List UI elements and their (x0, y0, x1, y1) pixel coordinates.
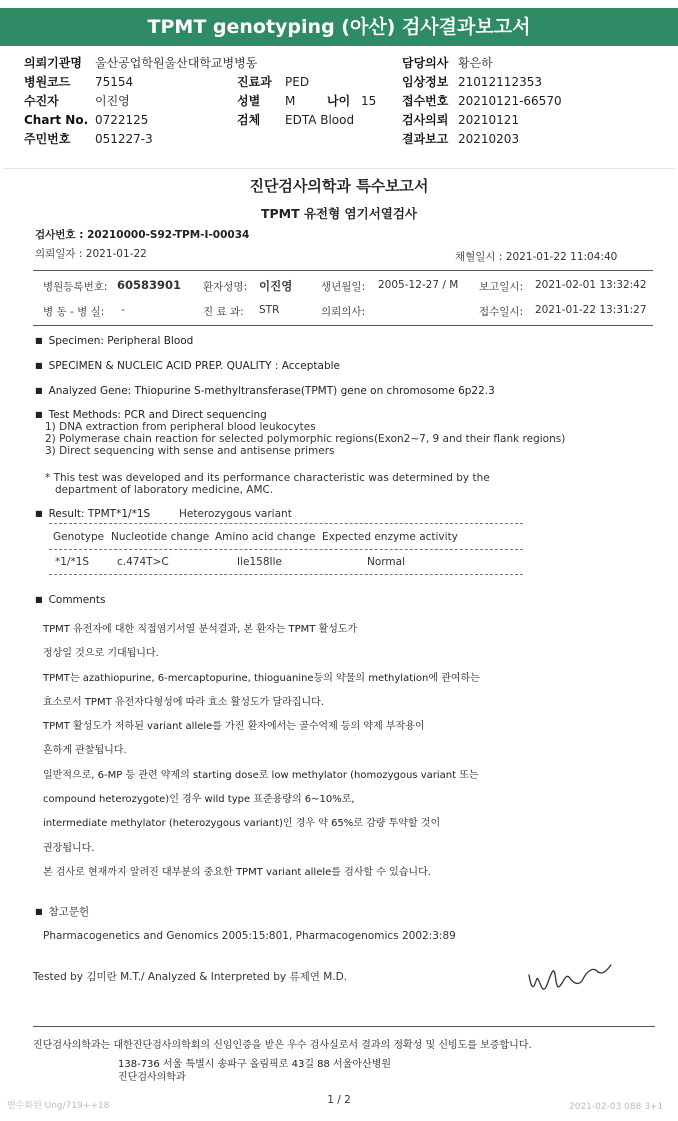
table-rule (49, 574, 523, 575)
comment-line: TPMT는 azathiopurine, 6-mercaptopurine, thioguanine등의 약물의 methylation에 관여하는 (43, 673, 480, 684)
references: Pharmacogenetics and Genomics 2005:15:801, Pharmacogenomics 2002:3:89 (43, 930, 456, 942)
received-time: 2021-01-22 13:31:27 (535, 304, 647, 316)
references-title: ■ 참고문헌 (35, 904, 89, 919)
footer-dept: 진단검사의학과 (118, 1072, 186, 1083)
recipient-value: 이진영 (95, 94, 130, 108)
table-cell-enzyme: Normal (367, 556, 405, 568)
dept-report: STR (259, 304, 280, 316)
report-date-label: 결과보고 (402, 132, 449, 146)
accession-label: 접수번호 (402, 94, 449, 108)
method-3: 3) Direct sequencing with sense and antisense primers (45, 445, 335, 457)
institution-value: 울산공업학원울산대학교병병동 (95, 56, 258, 70)
print-stamp-right: 2021-02-03 088 3+1 (569, 1102, 664, 1112)
request-label: 검사의뢰 (402, 113, 449, 127)
ward: - (121, 304, 125, 316)
exam-number: 검사번호 : 20210000-S92-TPM-I-00034 (35, 229, 250, 241)
patient-no: 60583901 (117, 278, 182, 292)
institution-label: 의뢰기관명 (24, 56, 82, 70)
specimen-label: 검체 (237, 113, 261, 127)
table-header-enzyme: Expected enzyme activity (322, 531, 458, 543)
comment-line: intermediate methylator (heterozygous variant)인 경우 약 65%로 감량 투약할 것이 (43, 818, 441, 829)
signature (523, 957, 615, 999)
report-heading: 진단검사의학과 특수보고서 (249, 177, 429, 195)
divider (33, 270, 653, 271)
quality-line: ■ SPECIMEN & NUCLEIC ACID PREP. QUALITY : Acceptable (35, 360, 340, 372)
result-line: ■ Result: TPMT*1/*1S (35, 508, 150, 520)
specimen-value: EDTA Blood (285, 113, 355, 127)
gene-line: ■ Analyzed Gene: Thiopurine S-methyltransferase(TPMT) gene on chromosome 6p22.3 (35, 385, 495, 397)
patient-name: 이진영 (259, 279, 293, 293)
table-cell-nucleotide: c.474T>C (117, 556, 169, 568)
report-subheading: TPMT 유전형 염기서열검사 (260, 206, 418, 221)
accession-value: 20210121-66570 (458, 94, 562, 108)
specimen-line: ■ Specimen: Peripheral Blood (35, 335, 193, 347)
report-time-label: 보고일시: (479, 281, 524, 293)
doctor-label: 담당의사 (402, 56, 449, 70)
footer-divider (33, 1026, 655, 1027)
tested-by: Tested by 김미란 M.T./ Analyzed & Interpreted by 류제연 M.D. (33, 971, 348, 983)
print-stamp-left: 변수화된 Ung/719++18 (7, 1101, 110, 1111)
dept-label-report: 진 료 과: (203, 306, 244, 318)
rrn-label: 주민번호 (24, 132, 71, 146)
comment-line: 흔하게 관찰됩니다. (43, 745, 127, 756)
table-header-amino-acid: Amino acid change (215, 531, 316, 543)
collection-time: 채혈일시 : 2021-01-22 11:04:40 (455, 251, 618, 263)
result-value: Heterozygous variant (179, 508, 292, 520)
page-number: 1 / 2 (327, 1094, 351, 1106)
comment-line: compound heterozygote)인 경우 wild type 표준용량의 6~10%로, (43, 794, 355, 805)
rrn-value: 051227-3 (95, 132, 153, 146)
request-value: 20210121 (458, 113, 520, 127)
patient-no-label: 병원등록번호: (43, 281, 108, 293)
chart-no-value: 0722125 (95, 113, 149, 127)
divider (33, 325, 653, 326)
comment-line: TPMT 활성도가 저하된 variant allele를 가진 환자에서는 골수억제 등의 약제 부작용이 (43, 721, 425, 732)
report-time: 2021-02-01 13:32:42 (535, 279, 647, 291)
hospital-code-label: 병원코드 (24, 75, 71, 89)
comment-line: 효소로서 TPMT 유전자다형성에 따라 효소 활성도가 달라집니다. (43, 697, 324, 708)
report-document (3, 168, 675, 1114)
request-date: 의뢰일자 : 2021-01-22 (35, 248, 147, 260)
report-date-value: 20210203 (458, 132, 520, 146)
ward-label: 병 동 - 병 실: (43, 306, 105, 318)
chart-no-label: Chart No. (24, 113, 89, 127)
doctor-value: 황은하 (458, 56, 493, 70)
comment-line: 일반적으로, 6-MP 등 관련 약제의 starting dose로 low methylator (homozygous variant 또는 (43, 770, 479, 781)
comment-line: 권장됩니다. (43, 843, 95, 854)
clinical-info-label: 임상정보 (402, 75, 449, 89)
clinical-info-value: 21012112353 (458, 75, 542, 89)
patient-name-label: 환자성명: (203, 281, 248, 293)
hospital-code-value: 75154 (95, 75, 134, 89)
footer-address: 138-736 서울 특별시 송파구 올림픽로 43길 88 서울아산병원 (118, 1059, 392, 1070)
table-rule (49, 549, 523, 550)
table-rule (49, 523, 523, 524)
method-1: 1) DNA extraction from peripheral blood leukocytes (45, 421, 316, 433)
dob-label: 생년월일: (321, 281, 366, 293)
methods-title: ■ Test Methods: PCR and Direct sequencing (35, 409, 267, 421)
comment-line: 정상일 것으로 기대됩니다. (43, 648, 159, 659)
comment-line: TPMT 유전자에 대한 직접염기서열 분석결과, 본 환자는 TPMT 활성도가 (43, 624, 358, 635)
recipient-label: 수진자 (24, 94, 59, 108)
age-value: 15 (361, 94, 377, 108)
comment-line: 본 검사로 현재까지 알려진 대부분의 중요한 TPMT variant allele를 검사할 수 있습니다. (43, 867, 431, 878)
note-line-1: * This test was developed and its performance characteristic was determined by the (45, 472, 490, 484)
method-2: 2) Polymerase chain reaction for selected polymorphic regions(Exon2~7, 9 and their flank regions) (45, 433, 566, 445)
dob: 2005-12-27 / M (378, 279, 459, 291)
note-line-2: department of laboratory medicine, AMC. (55, 484, 274, 496)
table-header-nucleotide: Nucleotide change (111, 531, 210, 543)
received-label: 접수일시: (479, 306, 524, 318)
table-cell-genotype: *1/*1S (55, 556, 90, 568)
comments-title: ■ Comments (35, 594, 105, 606)
header-info (0, 54, 678, 150)
sex-label: 성별 (237, 94, 261, 108)
age-label: 나이 (327, 94, 351, 108)
footer-statement: 진단검사의학과는 대한진단검사의학회의 신임인증을 받은 우수 검사실로서 결과의 정확성 및 신빙도를 보증합니다. (33, 1040, 532, 1051)
physician-label: 의뢰의사: (321, 306, 366, 318)
report-title: TPMT genotyping (아산) 검사결과보고서 (0, 8, 678, 46)
table-cell-amino-acid: Ile158Ile (237, 556, 282, 568)
table-header-genotype: Genotype (53, 531, 105, 543)
dept-label: 진료과 (237, 75, 272, 89)
sex-value: M (285, 94, 296, 108)
dept-value: PED (285, 75, 310, 89)
